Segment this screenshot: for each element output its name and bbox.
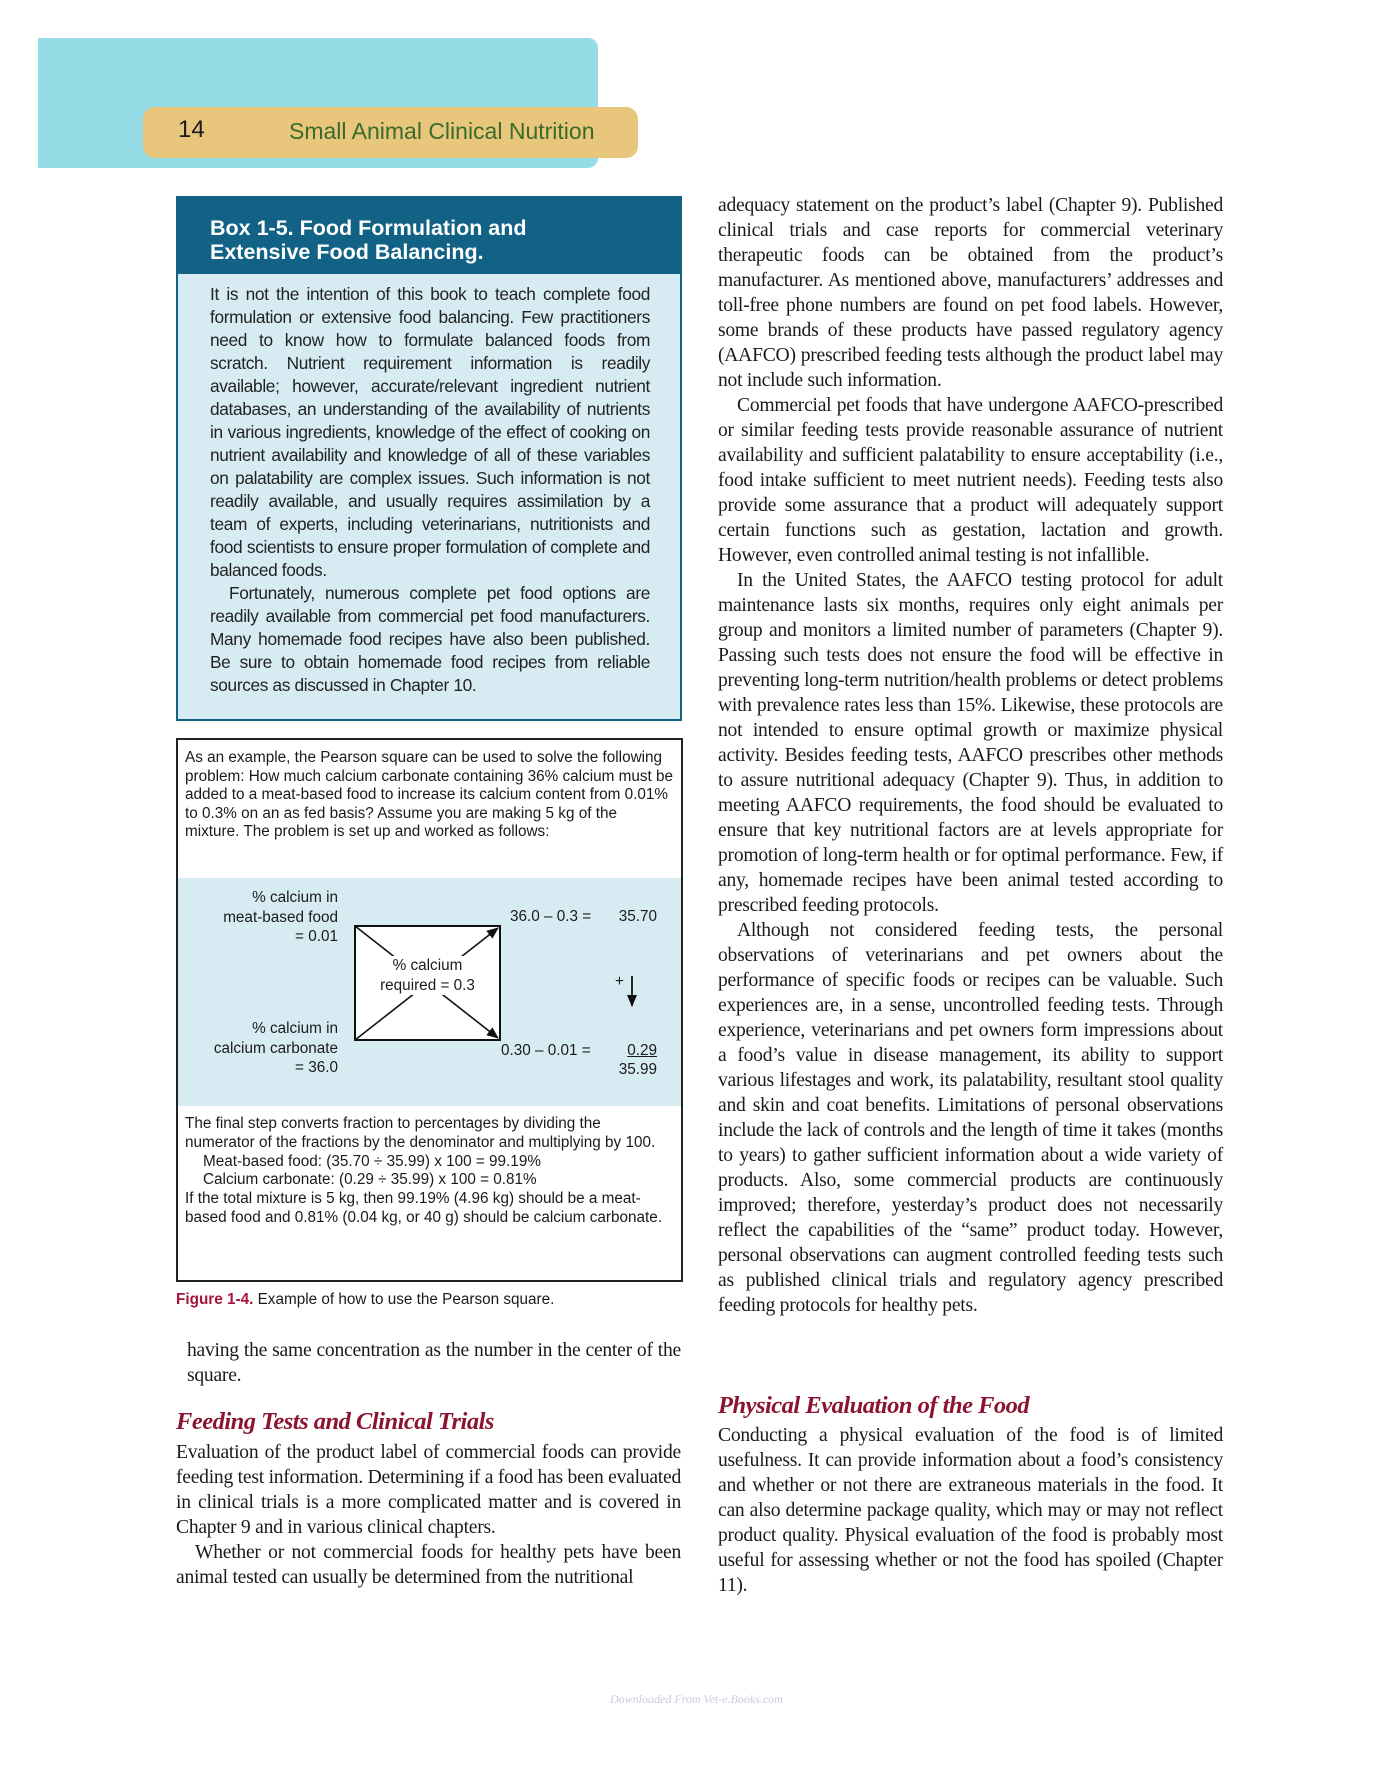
figure-step-text: The final step converts fraction to percentages by dividing the numerator of the fractions by the denominator and multiplying by 100. <box>185 1115 656 1151</box>
figure-caption <box>176 1291 554 1309</box>
running-title: Small Animal Clinical Nutrition <box>289 118 595 144</box>
heading-physical-evaluation: Physical Evaluation of the Food <box>718 1392 1030 1419</box>
right-paragraph-2: Commercial pet foods that have undergone AAFCO-prescribed or similar feeding tests provide reasonable assurance of nutrient availability and sufficient palatability to ensure acceptability (i.e., food intake sufficient to meet nutrient needs). Feeding tests also provide some assurance that a product will adequately support certain functions such as gestation, lactation and growth. However, even controlled animal testing is not infallible. <box>718 395 1223 566</box>
box-title <box>178 198 680 274</box>
heading-feeding-tests: Feeding Tests and Clinical Trials <box>176 1408 494 1435</box>
figure-intro <box>178 740 681 842</box>
sidebar-box <box>176 196 682 721</box>
box-paragraph-2: Fortunately, numerous complete pet food options are readily available from commercial pet food manufacturers. Many homemade food recipes have also been published. Be sure to obtain homemade food recipes from reliable sources as discussed in Chapter 10. <box>210 583 650 695</box>
figure-steps <box>185 1115 673 1228</box>
left-continuation-text: having the same concentration as the number in the center of the square. <box>187 1340 681 1386</box>
left-paragraph-2: Whether or not commercial foods for healthy pets have been animal tested can usually be determined from the nutritional <box>176 1542 681 1588</box>
value-bottom-difference: 0.29 <box>627 1042 657 1059</box>
left-column-text <box>176 1440 681 1590</box>
value-total: 35.99 <box>618 1061 657 1078</box>
page-number: 14 <box>178 116 205 143</box>
figure-calc-carbonate: Calcium carbonate: (0.29 ÷ 35.99) x 100 = 0.81% <box>203 1171 537 1189</box>
right-paragraph-3: In the United States, the AAFCO testing protocol for adult maintenance lasts six months, requires only eight animals per group and monitors a limited number of parameters (Chapter 9). Passing such tests does not ensure the food will be effective in preventing long-term nutrition/health problems or detect problems with prevalence rates less than 15%. Likewise, these protocols are not intended to ensure optimal growth or maximize physical activity. Besides feeding tests, AAFCO prescribes other methods to assure nutritional adequacy (Chapter 9). Thus, in addition to meeting AAFCO requirements, the food should be evaluated to ensure that key nutritional factors are at levels appropriate for promotion of long-term health or for optimal performance. Few, if any, homemade recipes have been animal tested according to prescribed feeding protocols. <box>718 570 1223 916</box>
figure-caption-label: Figure 1-4. <box>176 1291 254 1308</box>
box-title-line1: Box 1-5. Food Formulation and <box>210 216 527 240</box>
right-paragraph-4: Although not considered feeding tests, the personal observations of veterinarians and pet owners about the performance of specific foods or recipes can be valuable. Such experiences are, in a sense, uncontrolled feeding tests. Through experience, veterinarians and pet owners form impressions about a food’s value in disease management, its ability to support various lifestages and work, its palatability, resultant stool quality and skin and coat benefits. Limitations of personal observations include the lack of controls and the length of time it takes (months to years) to gather sufficient information about a wide variety of products. Also, some commercial products are continuously improved; therefore, yesterday’s product does not necessarily reflect the capabilities of the “same” product today. However, personal observations can augment controlled feeding tests such as published clinical trials and regulatory agency prescribed feeding protocols for healthy pets. <box>718 920 1223 1316</box>
download-watermark: Downloaded From Vet-e.Books.com <box>610 1692 783 1706</box>
label-meat-calcium: % calcium in meat-based food = 0.01 <box>223 889 338 945</box>
value-top-difference: 35.70 <box>618 908 657 925</box>
pearson-square-diagram <box>178 878 681 1106</box>
figure-intro-text: As an example, the Pearson square can be used to solve the following problem: How much calcium carbonate containing 36% calcium must be added to a meat-based food to increase its calcium content from 0.01% to 0.3% on an as fed basis? Assume you are making 5 kg of the mixture. The problem is set up and worked as follows: <box>185 749 674 841</box>
box-body <box>178 274 680 697</box>
figure-conclusion: If the total mixture is 5 kg, then 99.19% (4.96 kg) should be a meat-based food and 0.81% (0.04 kg, or 40 g) should be calcium carbonate. <box>185 1190 663 1226</box>
right-column-text <box>718 193 1223 1318</box>
right-paragraph-5: Conducting a physical evaluation of the food is of limited usefulness. It can provide information about a food’s consistency and whether or not there are extraneous materials in the food. It can also determine package quality, which may or may not reflect product quality. Physical evaluation of the food is probably most useful for assessing whether or not the food has spoiled (Chapter 11). <box>718 1425 1223 1596</box>
right-column-text-2 <box>718 1423 1223 1598</box>
plus-sign: + <box>615 973 624 990</box>
left-continuation <box>187 1338 681 1388</box>
figure-pearson-square <box>176 738 683 1282</box>
figure-caption-text: Example of how to use the Pearson square. <box>253 1291 555 1308</box>
right-paragraph-1: adequacy statement on the product’s label (Chapter 9). Published clinical trials and case reports for commercial veterinary therapeutic foods can be obtained from the product’s manufacturer. As mentioned above, manufacturers’ addresses and toll-free phone numbers are found on pet food labels. However, some brands of these products have passed regulatory agency (AAFCO) prescribed feeding tests although the product label may not include such information. <box>718 195 1223 391</box>
box-paragraph-1: It is not the intention of this book to teach complete food formulation or extensive food balancing. Few practitioners need to know how to formulate balanced foods from scratch. Nutrient requirement information is readily available; however, accurate/relevant ingredient nutrient databases, an understanding of the availability of nutrients in various ingredients, knowledge of the effect of cooking on nutrient availability and knowledge of all of these variables on palatability are complex issues. Such information is not readily available, and usually requires assimilation by a team of experts, including veterinarians, nutritionists and food scientists to ensure proper formulation of complete and balanced foods. <box>210 284 650 580</box>
label-calcium-required: % calcium required = 0.3 <box>360 956 495 995</box>
label-carbonate-calcium: % calcium in calcium carbonate = 36.0 <box>213 1020 338 1076</box>
figure-calc-meat: Meat-based food: (35.70 ÷ 35.99) x 100 = 99.19% <box>203 1152 541 1170</box>
label-top-difference: 36.0 – 0.3 = <box>510 908 592 925</box>
box-title-line2: Extensive Food Balancing. <box>210 239 484 264</box>
label-bottom-difference: 0.30 – 0.01 = <box>501 1042 591 1059</box>
left-paragraph-1: Evaluation of the product label of commercial foods can provide feeding test information. Determining if a food has been evaluated in clinical trials is a more complicated matter and is covered in Chapter 9 and in various clinical chapters. <box>176 1442 681 1538</box>
